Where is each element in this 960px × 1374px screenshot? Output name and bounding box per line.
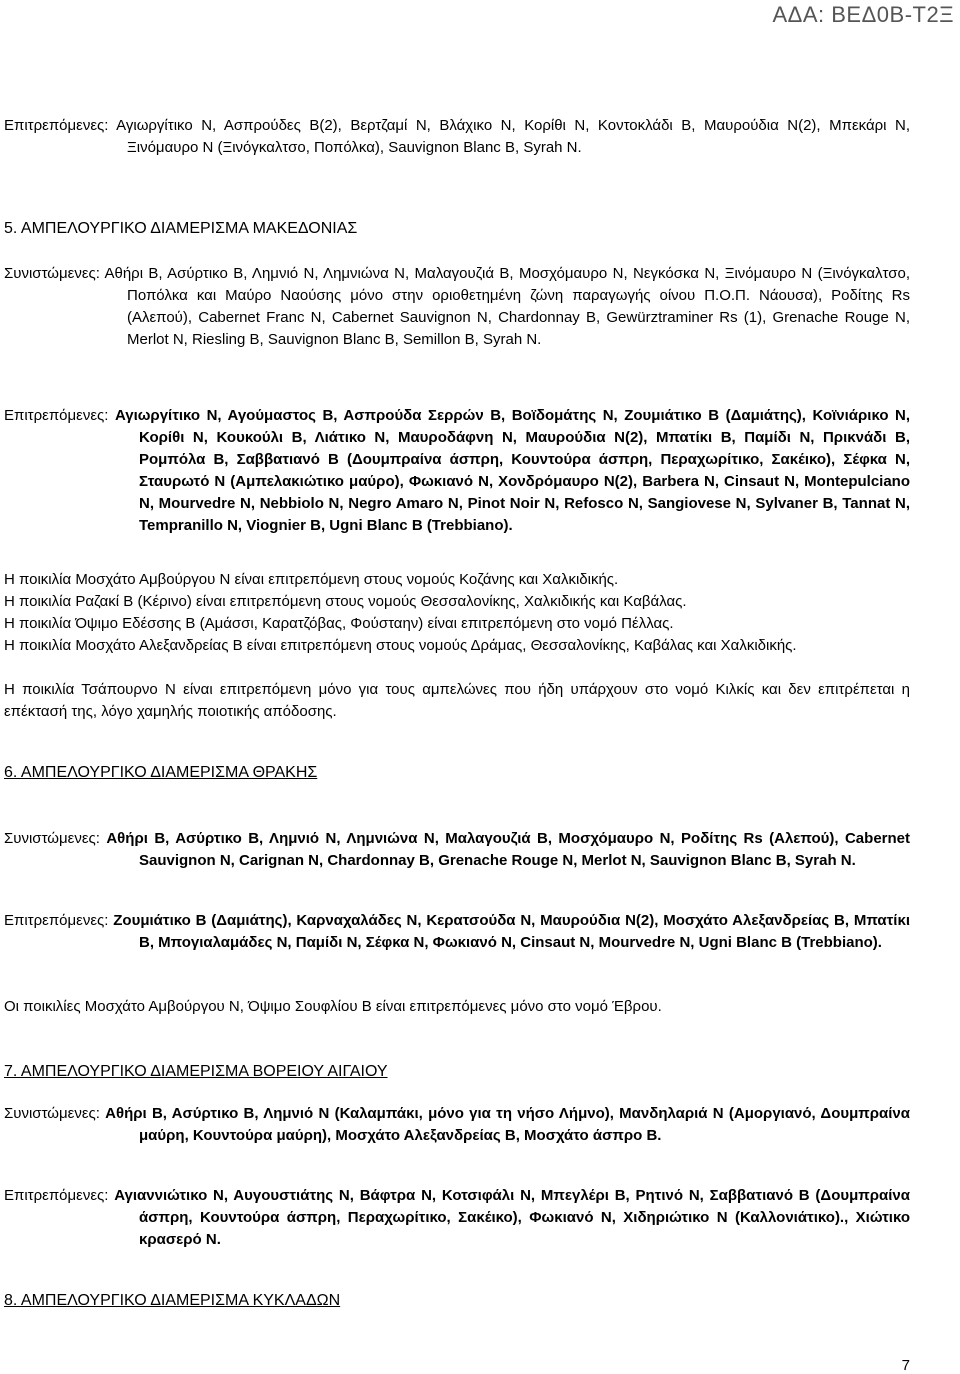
s5-permitted-text: Αγιωργίτικο Ν, Αγούμαστος Β, Ασπρούδα Σερρών Β, Βοϊδομάτης Ν, Ζουμιάτικο Β (Δαμιάτης), Κοϊνιάρικο Ν, Κορίθι Ν, Κουκούλι Β, Λιάτικο Ν, Μαυροδάφνη Ν, Μαυρούδια Ν(2), Μπατίκι Β, Παμίδι Ν, Πρικνάδι Β, Ρομπόλα Β, Σαββατιανό Β (Δουμπραίνα άσπρη, Κουντούρα άσπρη, Περαχωρίτικο, Σακέικο), Σέφκα Ν, Σταυρωτό Ν (Αμπελακιώτικο μαύρο), Φωκιανό Ν, Χονδρόμαυρο Ν(2), Barbera N, Cinsaut N, Montepulciano N, Mourvedre N, Nebbiolo N, Negro Amaro N, Pinot Noir N, Refosco N, Sangiovese N, Sylvaner B, Tannat N, Tempranillo N, Viognier B, Ugni Blanc B (Trebbiano). [114,407,910,534]
s6-permitted-label: Επιτρεπόμενες: [4,912,109,929]
s5-permitted-label: Επιτρεπόμενες: [4,407,109,424]
s6-permitted-paragraph [4,910,910,954]
s6-recommended-paragraph [4,828,910,872]
s5-recommended-paragraph [4,263,910,351]
section-7-title: 7. ΑΜΠΕΛΟΥΡΓΙΚΟ ΔΙΑΜΕΡΙΣΜΑ ΒΟΡΕΙΟΥ ΑΙΓΑΙΟΥ [4,1063,388,1080]
s7-permitted-paragraph [4,1185,910,1251]
s5-recommended-label: Συνιστώμενες: [4,265,100,282]
page-number: 7 [901,1357,910,1374]
s5-note-3: Η ποικιλία Όψιμο Εδέσσης Β (Αμάσσι, Καρατζόβας, Φούσταην) είναι επιτρεπόμενη στο νομό Πέλλας. [4,615,674,632]
ada-document-code: ΑΔΑ: ΒΕΔ0Β-Τ2Ξ [772,2,954,27]
s6-permitted-text: Ζουμιάτικο Β (Δαμιάτης), Καρναχαλάδες Ν, Κερατσούδα Ν, Μαυρούδια Ν(2), Μοσχάτο Αλεξανδρείας Β, Μπατίκι Β, Μπογιαλαμάδες Ν, Παμίδι Ν, Σέφκα Ν, Φωκιανό Ν, Cinsaut N, Mourvedre N, Ugni Blanc B (Trebbiano). [113,912,910,951]
s6-note: Οι ποικιλίες Μοσχάτο Αμβούργου Ν, Όψιμο Σουφλίου Β είναι επιτρεπόμενες μόνο στο νομό Έβρου. [4,998,662,1015]
s4-permitted-label: Επιτρεπόμενες: [4,117,109,134]
s7-recommended-text: Αθήρι Β, Ασύρτικο Β, Λημνιό Ν (Καλαμπάκι, μόνο για τη νήσο Λήμνο), Μανδηλαριά Ν (Αμοργιανό, Δουμπραίνα μαύρη, Κουντούρα μαύρη), Μοσχάτο Αλεξανδρείας Β, Μοσχάτο άσπρο Β. [105,1105,910,1144]
s5-note-1: Η ποικιλία Μοσχάτο Αμβούργου Ν είναι επιτρεπόμενη στους νομούς Κοζάνης και Χαλκιδικής. [4,571,619,588]
s4-permitted-text: Αγιωργίτικο Ν, Ασπρούδες Β(2), Βερτζαμί Ν, Βλάχικο Ν, Κορίθι Ν, Κοντοκλάδι Β, Μαυρούδια Ν(2), Μπεκάρι Ν, Ξινόμαυρο Ν (Ξινόγκαλτσο, Ποπόλκα), Sauvignon Blanc B, Syrah N. [116,117,910,156]
s7-permitted-text: Αγιαννιώτικο Ν, Αυγουστιάτης Ν, Βάφτρα Ν, Κοτσιφάλι Ν, Μπεγλέρι Β, Ρητινό Ν, Σαββατιανό Β (Δουμπραίνα άσπρη, Κουντούρα άσπρη, Περαχωρίτικο, Σακέικο), Φωκιανό Ν, Χιδηριώτικο Ν (Καλλονιάτικο)., Χιώτικο κρασερό Ν. [114,1187,910,1248]
s5-permitted-paragraph [4,405,910,537]
s5-note-5: Η ποικιλία Τσάπουρνο Ν είναι επιτρεπόμενη μόνο για τους αμπελώνες που ήδη υπάρχουν στο νομό Κιλκίς και δεν επιτρέπεται η επέκτασή της, λόγο χαμηλής ποιοτικής απόδοσης. [4,681,910,720]
section-6-title: 6. ΑΜΠΕΛΟΥΡΓΙΚΟ ΔΙΑΜΕΡΙΣΜΑ ΘΡΑΚΗΣ [4,764,318,781]
s6-recommended-text: Αθήρι Β, Ασύρτικο Β, Λημνιό Ν, Λημνιώνα Ν, Μαλαγουζιά Β, Μοσχόμαυρο Ν, Ροδίτης Rs (Αλεπού), Cabernet Sauvignon N, Carignan N, Chardonnay B, Grenache Rouge N, Merlot N, Sauvignon Blanc B, Syrah N. [106,830,910,869]
s7-recommended-label: Συνιστώμενες: [4,1105,100,1122]
section-5-title: 5. ΑΜΠΕΛΟΥΡΓΙΚΟ ΔΙΑΜΕΡΙΣΜΑ ΜΑΚΕΔΟΝΙΑΣ [4,220,358,237]
section-8-title: 8. ΑΜΠΕΛΟΥΡΓΙΚΟ ΔΙΑΜΕΡΙΣΜΑ ΚΥΚΛΑΔΩΝ [4,1292,341,1309]
s5-note-4: Η ποικιλία Μοσχάτο Αλεξανδρείας Β είναι επιτρεπόμενη στους νομούς Δράμας, Θεσσαλονίκης, Καβάλας και Χαλκιδικής. [4,637,797,654]
s5-note-2: Η ποικιλία Ραζακί Β (Κέρινο) είναι επιτρεπόμενη στους νομούς Θεσσαλονίκης, Χαλκιδικής και Καβάλας. [4,593,687,610]
s7-recommended-paragraph [4,1103,910,1147]
s5-recommended-text: Αθήρι Β, Ασύρτικο Β, Λημνιό Ν, Λημνιώνα Ν, Μαλαγουζιά Β, Μοσχόμαυρο Ν, Νεγκόσκα Ν, Ξινόμαυρο Ν (Ξινόγκαλτσο, Ποπόλκα και Μαύρο Ναούσης μόνο στην οριοθετημένη ζώνη παραγωγής οίνου Π.Ο.Π. Νάουσα), Ροδίτης Rs (Αλεπού), Cabernet Franc N, Cabernet Sauvignon N, Chardonnay B, Gewürztraminer Rs (1), Grenache Rouge N, Merlot N, Riesling B, Sauvignon Blanc B, Semillon B, Syrah N. [104,265,911,348]
s6-recommended-label: Συνιστώμενες: [4,830,100,847]
s7-permitted-label: Επιτρεπόμενες: [4,1187,109,1204]
s4-permitted-paragraph [4,115,910,159]
